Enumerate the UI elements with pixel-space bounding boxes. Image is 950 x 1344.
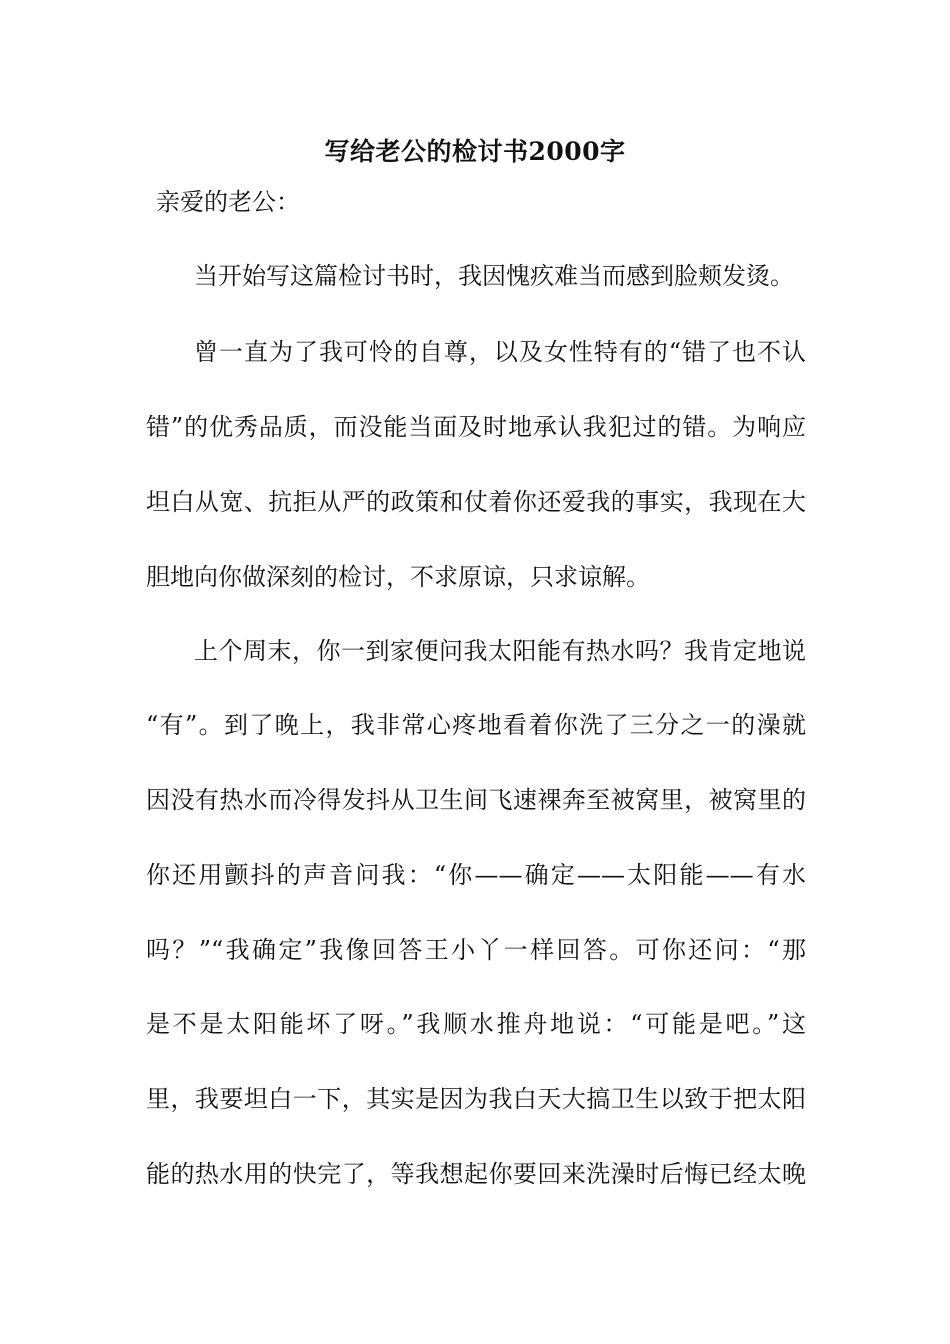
paragraph-line: 你还用颤抖的声音问我：“你——确定——太阳能——有水 <box>146 861 806 889</box>
paragraph-line: 因没有热水而冷得发抖从卫生间飞速裸奔至被窝里，被窝里的 <box>146 786 806 814</box>
paragraph-line: 里，我要坦白一下，其实是因为我白天大搞卫生以致于把太阳 <box>146 1085 806 1113</box>
salutation: 亲爱的老公： <box>156 188 300 216</box>
paragraph-line: 当开始写这篇检讨书时，我因愧疚难当而感到脸颊发烫。 <box>194 262 794 290</box>
paragraph-line: 胆地向你做深刻的检讨，不求原谅，只求谅解。 <box>146 563 650 591</box>
paragraph-line: 吗？”“我确定”我像回答王小丫一样回答。可你还问：“那 <box>146 936 806 964</box>
paragraph-line: 坦白从宽、抗拒从严的政策和仗着你还爱我的事实，我现在大 <box>146 488 806 516</box>
paragraph-line: “有”。到了晚上，我非常心疼地看着你洗了三分之一的澡就 <box>146 711 806 739</box>
document-title: 写给老公的检讨书2000字 <box>324 137 626 166</box>
paragraph-line: 曾一直为了我可怜的自尊，以及女性特有的“错了也不认 <box>194 338 806 366</box>
paragraph-line: 上个周末，你一到家便问我太阳能有热水吗？我肯定地说 <box>194 637 806 665</box>
paragraph-line: 错”的优秀品质，而没能当面及时地承认我犯过的错。为响应 <box>146 413 806 441</box>
paragraph-line: 能的热水用的快完了，等我想起你要回来洗澡时后悔已经太晚 <box>146 1160 806 1188</box>
paragraph-line: 是不是太阳能坏了呀。”我顺水推舟地说：“可能是吧。”这 <box>146 1010 806 1038</box>
